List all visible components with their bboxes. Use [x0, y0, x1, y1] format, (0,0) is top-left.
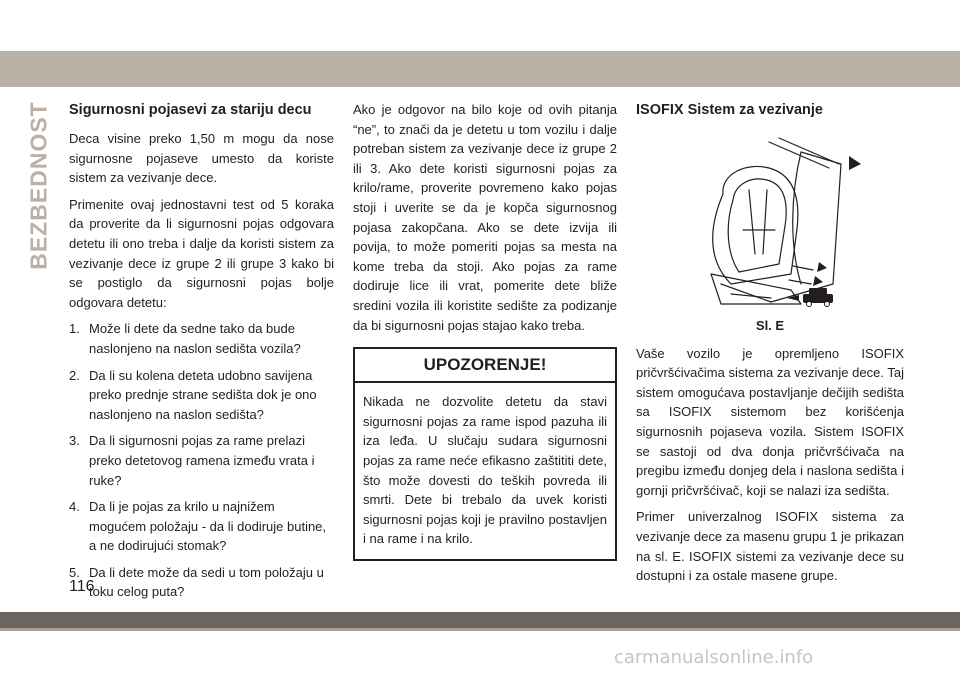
list-item-number: 1. [69, 321, 80, 337]
isofix-seat-illustration [651, 134, 901, 312]
footer-band [0, 612, 960, 628]
list-item [69, 563, 334, 602]
list-item-text: Može li dete da sedne tako da bude naslonjeno na naslon sedišta vozila? [89, 321, 301, 356]
list-item-text: Da li dete može da sedi u tom položaju u toku celog puta? [89, 564, 324, 600]
section-tab-label: BEZBEDNOST [25, 100, 52, 270]
paragraph: Ako je odgovor na bilo koje od ovih pitanja “ne”, to znači da je detetu u tom vozilu i dalje potreban sistem za vezivanje dece iz grupe 2 ili 3. Ako dete koristi sigurnosni pojas za krilo/rame, proverite povremeno kako pojas stoji i uverite se da je kopča sigurnosnog pojasa zakopčana. Ako se dete izvija ili povija, to može pomeriti pojas sa mesta na kome treba da stoji. Ako pojas za rame dodiruje lice ili vrat, pomerite dete bliže sredini vozila ili koristite sedište za podizanje da bi sigurnosni pojas stajao kako treba. [353, 102, 617, 333]
section-tab [25, 100, 53, 270]
header-band [0, 51, 960, 87]
paragraph: Vaše vozilo je opremljeno ISOFIX pričvršćivačima sistema za vezivanje dece. Taj sistem omogućava postavljanje dečijih sedišta sa ISOFIX sistemom bez korišćenja sigurnosnih pojaseva vozila. Sistem ISOFIX se sastoji od dva donja pričvršćivača na pregibu između donjeg dela i naslona sedišta i gornji pričvršćivač, koji se nalazi iza sedišta. [636, 345, 904, 498]
list-item-number: 4. [69, 499, 80, 515]
list-item [69, 497, 334, 556]
list-item-text: Da li sigurnosni pojas za rame prelazi preko detetovog ramena između vrata i ruke? [89, 433, 315, 488]
page-number: 116 [69, 578, 95, 595]
list-item-number: 2. [69, 367, 80, 383]
footer-band-line [0, 628, 960, 631]
list-item-number: 5. [69, 564, 80, 580]
section-heading-isofix: ISOFIX Sistem za vezivanje [636, 102, 823, 118]
paragraph: Deca visine preko 1,50 m mogu da nose sigurnosne pojaseve umesto da koriste sistem za vezivanje dece. [69, 131, 334, 186]
list-item [69, 319, 334, 358]
list-item-number: 3. [69, 433, 80, 449]
figure-caption: Sl. E [755, 318, 785, 333]
child-seat-drawing [651, 134, 901, 312]
paragraph: Primer univerzalnog ISOFIX sistema za vezivanje dece za masenu grupu 1 je prikazan na sl. E. ISOFIX sistemi za vezivanje dece su dostupni i za ostale masene grupe. [636, 509, 904, 584]
column-left [69, 100, 334, 609]
test-steps-list [69, 319, 334, 602]
watermark: carmanualsonline.info [614, 647, 814, 668]
column-right [636, 100, 904, 593]
section-heading-older-children: Sigurnosni pojasevi za stariju decu [69, 102, 312, 118]
list-item-text: Da li je pojas za krilo u najnižem mogućem položaju - da li dodiruje butine, a ne dodirujući stomak? [89, 499, 327, 554]
column-middle [353, 100, 617, 561]
warning-title: UPOZORENJE! [355, 349, 615, 383]
warning-text: Nikada ne dozvolite detetu da stavi sigurnosni pojas za rame ispod pazuha ili iza leđa. U slučaju sudara sigurnosni pojas za rame neće efikasno zaštititi dete, što može dovesti do teških povreda ili smrti. Dete bi trebalo da uvek koristi sigurnosni pojas koji je pravilno postavljen i na rame i na krilo. [363, 394, 607, 547]
list-item-text: Da li su kolena deteta udobno savijena preko prednje strane sedišta dok je ono naslonjeno na naslon sedišta? [89, 367, 317, 422]
list-item [69, 431, 334, 490]
paragraph: Primenite ovaj jednostavni test od 5 koraka da proverite da li sigurnosni pojas odgovara detetu ili ono treba i dalje da koristi sistem za vezivanje dece iz grupe 2 ili grupe 3 kako bi se postiglo da sigurnosni pojas bolje odgovara detetu: [69, 196, 334, 310]
warning-box [353, 347, 617, 561]
list-item [69, 366, 334, 425]
